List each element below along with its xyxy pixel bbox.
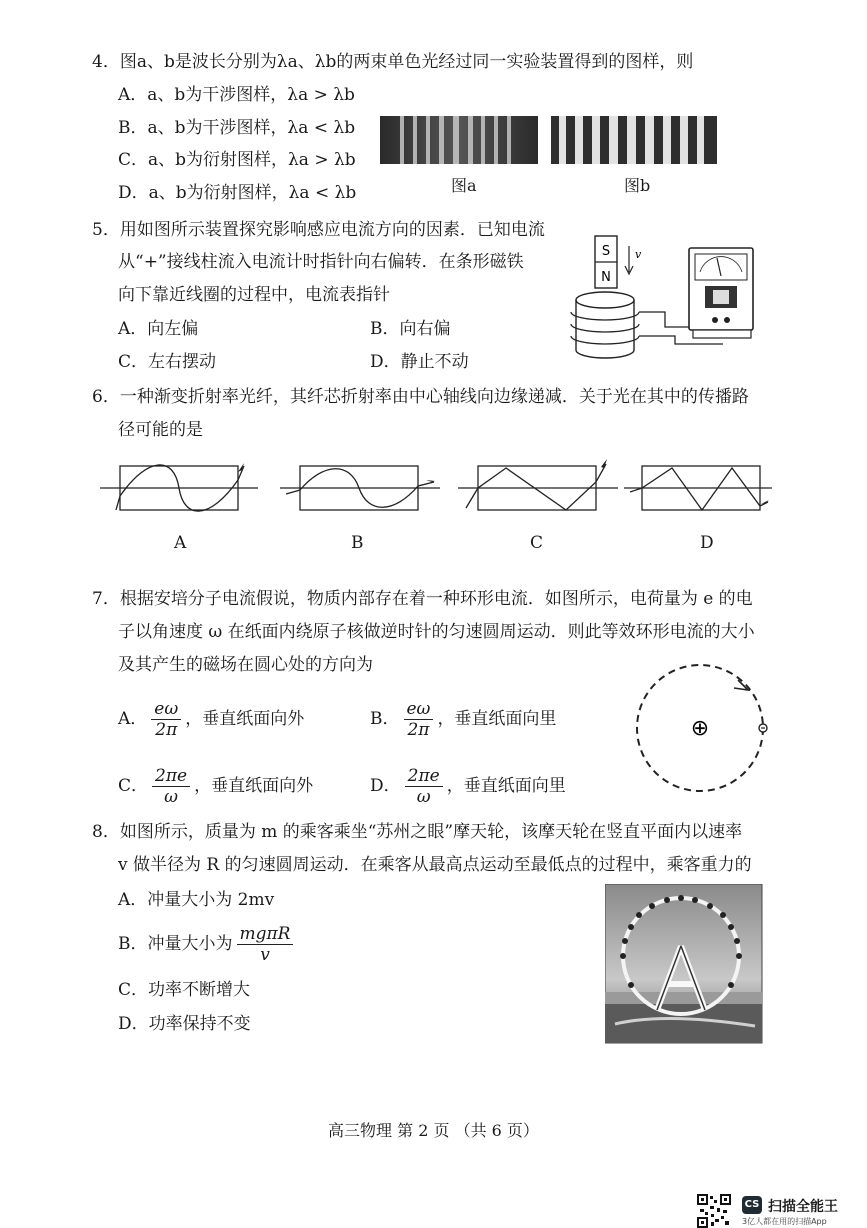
q5-option-a: A．向左偏 bbox=[118, 319, 199, 339]
magnet-n-pole: N bbox=[601, 270, 611, 285]
induction-apparatus-diagram bbox=[565, 232, 765, 364]
camscanner-title: 扫描全能王 bbox=[768, 1199, 838, 1215]
q4-option-b: B．a、b为干涉图样，λa < λb bbox=[118, 118, 356, 138]
q7-stem-line3: 及其产生的磁场在圆心处的方向为 bbox=[118, 655, 373, 675]
q6-stem-line1: 6．一种渐变折射率光纤，其纤芯折射率由中心轴线向边缘递减．关于光在其中的传播路 bbox=[92, 387, 749, 407]
q8-option-d: D．功率保持不变 bbox=[118, 1014, 251, 1034]
q8-option-c: C．功率不断增大 bbox=[118, 980, 251, 1000]
camscanner-subtitle: 3亿人都在用的扫描App bbox=[742, 1217, 827, 1226]
q7-option-b: B． $\frac{e\omega}{2\pi}$ ，垂直纸面向里 bbox=[370, 699, 557, 740]
q8-option-a: A．冲量大小为 2mv bbox=[118, 890, 275, 910]
q4-option-a: A．a、b为干涉图样，λa > λb bbox=[118, 85, 355, 105]
ccw-arrow-icon bbox=[734, 680, 748, 690]
magnet-s-pole: S bbox=[601, 244, 611, 259]
q7-option-c: C． $\frac{2\pi e}{\omega}$ ，垂直纸面向外 bbox=[118, 766, 314, 807]
fringe-pattern-a bbox=[380, 116, 540, 166]
nucleus-symbol: ⊕ bbox=[690, 716, 710, 741]
fig-a-caption: 图a bbox=[451, 176, 477, 195]
q5-stem-line2: 从“+”接线柱流入电流计时指针向右偏转．在条形磁铁 bbox=[118, 252, 524, 272]
q7-option-a: A． $\frac{e\omega}{2\pi}$ ，垂直纸面向外 bbox=[118, 699, 305, 740]
fiber-paths-diagram bbox=[96, 456, 776, 520]
ferris-wheel-photo bbox=[605, 884, 763, 1044]
path-d bbox=[630, 468, 768, 510]
q7-stem-line1: 7．根据安培分子电流假说，物质内部存在着一种环形电流．如图所示，电荷量为 e 的电 bbox=[92, 589, 753, 609]
fig-b-caption: 图b bbox=[624, 176, 651, 195]
q8-option-b: B．冲量大小为 $\frac{\text{mgπR}}{v}$ bbox=[118, 922, 297, 966]
q6-label-b: B bbox=[351, 533, 364, 553]
q7-stem-line2: 子以角速度 ω 在纸面内绕原子核做逆时针的匀速圆周运动．则此等效环形电流的大小 bbox=[118, 622, 755, 642]
camscanner-logo-icon: CS bbox=[742, 1196, 762, 1214]
page-footer: 高三物理 第 2 页 （共 6 页） bbox=[328, 1121, 539, 1140]
q8-stem-line1: 8．如图所示，质量为 m 的乘客乘坐“苏州之眼”摩天轮，该摩天轮在竖直平面内以速率 bbox=[92, 822, 743, 842]
q4-option-c: C．a、b为衍射图样，λa > λb bbox=[118, 150, 356, 170]
fringe-pattern-b bbox=[551, 116, 719, 166]
q4-stem: 4．图a、b是波长分别为λa、λb的两束单色光经过同一实验装置得到的图样，则 bbox=[92, 52, 694, 72]
q5-option-d: D．静止不动 bbox=[370, 352, 469, 372]
q6-label-a: A bbox=[174, 533, 187, 553]
q5-option-c: C．左右摆动 bbox=[118, 352, 217, 372]
q8-stem-line2: v 做半径为 R 的匀速圆周运动．在乘客从最高点运动至最低点的过程中，乘客重力的 bbox=[118, 855, 752, 875]
qr-code bbox=[697, 1194, 737, 1228]
q6-stem-line2: 径可能的是 bbox=[118, 420, 203, 440]
q7-option-d: D． $\frac{2\pi e}{\omega}$ ，垂直纸面向里 bbox=[370, 766, 566, 807]
q4-option-d: D．a、b为衍射图样，λa < λb bbox=[118, 183, 357, 203]
q5-stem-line3: 向下靠近线圈的过程中，电流表指针 bbox=[118, 285, 390, 305]
velocity-label: v bbox=[635, 248, 642, 261]
q6-label-c: C bbox=[530, 533, 544, 553]
path-c bbox=[466, 464, 606, 510]
q5-option-b: B．向右偏 bbox=[370, 319, 451, 339]
q6-label-d: D bbox=[700, 533, 714, 553]
q5-stem-line1: 5．用如图所示装置探究影响感应电流方向的因素．已知电流 bbox=[92, 220, 545, 240]
electron-orbit-diagram bbox=[630, 662, 770, 798]
